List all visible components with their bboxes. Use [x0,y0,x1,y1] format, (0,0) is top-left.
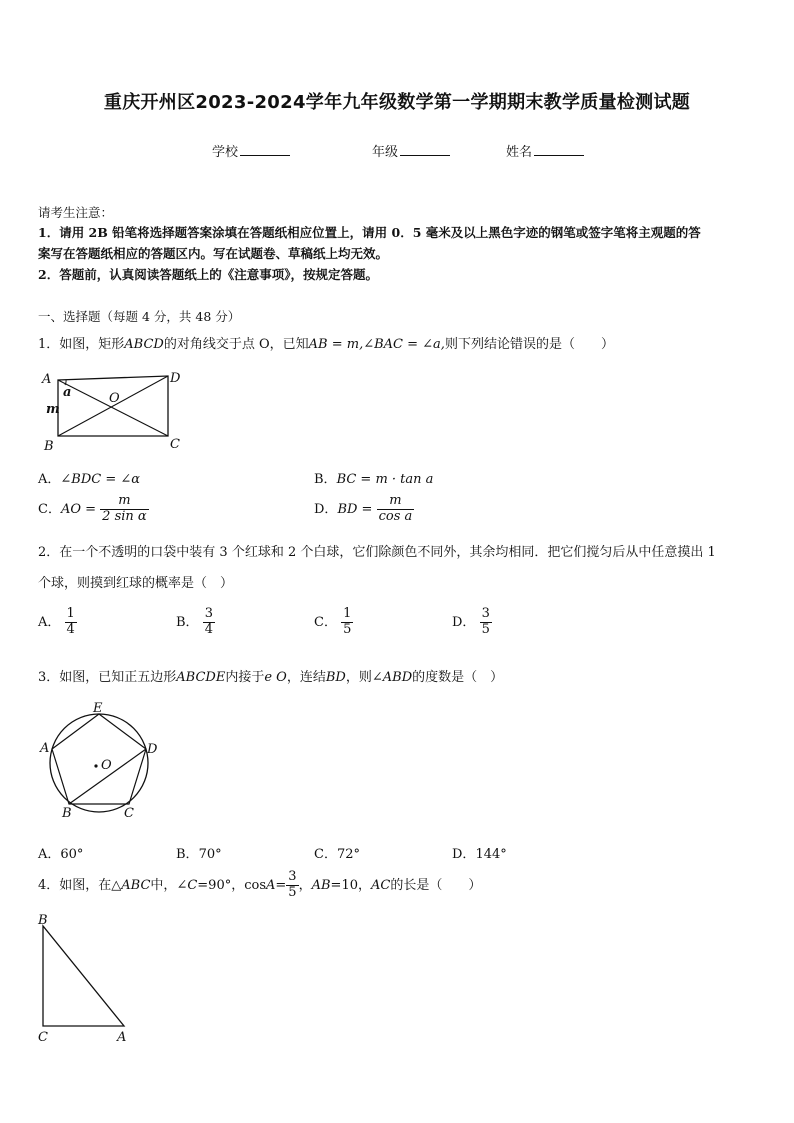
q1-option-c-fraction [100,494,149,525]
q1-option-d-den: cos a [378,508,413,524]
label-b: B [44,439,54,454]
q1-option-c-den: 2 sin α [102,508,147,524]
q2-option-b [176,607,215,638]
label-a: A [40,741,50,756]
q1-option-a-value: ∠BDC = ∠α [60,472,141,487]
q3-number: 3． [38,670,60,685]
q4-triangle-figure [34,912,144,1047]
q1-option-c-num: m [118,493,131,508]
grade-field [372,141,450,160]
q3-option-c-label: C． [314,847,337,862]
notice-heading: 请考生注意： [38,205,114,220]
name-blank [534,143,584,156]
q1-text-a: 如图，矩形 [59,337,125,352]
q4-text-c: =90°，cos [197,878,266,893]
label-d: D [170,371,181,386]
q1-condition: AB = m,∠BAC = ∠a, [308,337,445,352]
q2-option-d-den: 5 [481,621,490,637]
notice-item2: 2．答题前，认真阅读答题纸上的《注意事项》，按规定答题。 [38,267,378,282]
q3-option-b [176,843,222,862]
q3-text-d: ，则 [345,670,372,685]
q1-text-c: 则下列结论错误的是（ ） [444,337,614,352]
q1-text-b: 的对角线交于点 O，已知 [163,337,309,352]
q1-option-d-lhs: BD = [337,501,373,517]
q3-option-d-value: 144° [475,847,507,862]
q2-option-c-num: 1 [343,606,352,621]
q2-option-a-fraction [65,607,77,638]
q1-option-d-label: D． [314,501,338,517]
q1-option-b-label: B． [314,472,337,487]
q4-text-a: 如图，在△ [59,878,122,893]
q1-rectangle-figure [36,364,206,454]
q3-text-e: 的度数是（ ） [412,670,504,685]
q2-option-b-label: B． [176,614,199,630]
q1-option-b [314,468,433,487]
q3-option-b-label: B． [176,847,199,862]
notice-item1-line2: 案写在答题纸相应的答题区内。写在试题卷、草稿纸上均无效。 [38,246,389,261]
grade-label: 年级 [372,145,399,160]
q4-text-e: =10， [330,878,371,893]
q3-option-b-value: 70° [198,847,222,862]
grade-blank [400,143,450,156]
label-m: m [46,402,60,417]
triangle-outline [43,926,124,1026]
q2-stem-line2: 个球，则摸到红球的概率是（ ） [38,576,234,591]
q1-option-a [38,468,140,487]
q3-option-d [452,843,507,862]
name-label: 姓名 [506,145,533,160]
label-alpha: a [63,385,72,400]
q2-option-a [38,607,77,638]
q2-option-a-den: 4 [66,621,75,637]
page-title: 重庆开州区2023-2024学年九年级数学第一学期期末教学质量检测试题 [103,92,691,113]
q1-stem [38,333,614,352]
q4-stem [38,868,481,904]
q3-polygon: ABCDE [176,670,226,685]
q2-option-d [452,607,492,638]
q4-frac-den: 5 [288,885,297,900]
q1-option-d [314,494,414,525]
q1-option-c [38,494,149,525]
q3-text-b: 内接于 [225,670,265,685]
q4-a-var: A [266,878,276,893]
q1-option-a-label: A． [38,472,61,487]
q2-option-a-label: A． [38,614,61,630]
q1-option-b-value: BC = m · tan a [336,472,434,487]
school-blank [240,143,290,156]
q3-option-c [314,843,360,862]
label-b: B [62,806,72,821]
q3-text-a: 如图，已知正五边形 [59,670,177,685]
q2-option-b-den: 4 [204,621,213,637]
q3-option-a-label: A． [38,847,61,862]
q2-option-d-label: D． [452,614,476,630]
q3-option-a [38,843,83,862]
label-c: C [38,1030,48,1045]
q3-option-a-value: 60° [60,847,84,862]
school-label: 学校 [212,145,239,160]
q2-option-c-den: 5 [343,621,352,637]
notice-item1-line1: 1．请用 2B 铅笔将选择题答案涂填在答题纸相应位置上，请用 0．5 毫米及以上黑色字迹的钢笔或签字笔将主观题的答 [38,225,701,240]
q3-bd: BD [325,670,346,685]
q3-option-d-label: D． [452,847,476,862]
q1-number: 1． [38,337,60,352]
q2-option-d-fraction [480,607,492,638]
q2-stem-line1 [38,541,716,560]
q4-angle-c: ∠C [176,878,198,893]
q3-angle: ∠ABD [371,670,413,685]
q3-stem [38,666,503,685]
label-c: C [170,437,180,452]
q2-option-b-num: 3 [204,606,213,621]
label-e: E [93,701,103,716]
q4-ac: AC [370,878,391,893]
label-o: O [101,758,112,773]
q1-option-d-fraction [377,494,415,525]
school-field [212,141,290,160]
q3-pentagon-figure [36,702,166,822]
q1-option-c-label: C． [38,501,61,517]
q1-option-d-num: m [389,493,402,508]
q2-option-c [314,607,353,638]
circumcircle [50,714,148,812]
q1-option-c-lhs: AO = [60,501,97,517]
label-a: A [42,372,52,387]
center-point [94,764,97,767]
q4-eq: = [275,878,287,893]
q2-number: 2． [38,545,60,560]
q4-text-b: 中， [150,878,177,893]
q1-abcd: ABCD [124,337,164,352]
q2-option-c-label: C． [314,614,337,630]
q4-abc: ABC [121,878,151,893]
q4-text-f: 的长是（ ） [390,878,482,893]
q4-text-d: ， [298,878,312,893]
q3-text-c: ，连结 [286,670,326,685]
name-field [506,141,584,160]
label-b: B [38,913,48,928]
q2-option-b-fraction [203,607,215,638]
q4-frac-num: 3 [288,869,297,885]
q4-ab: AB [311,878,331,893]
q2-option-d-num: 3 [481,606,490,621]
q4-fraction [286,870,298,901]
q2-option-c-fraction [341,607,353,638]
label-o: O [109,391,120,406]
q2-option-a-num: 1 [66,606,75,621]
q2-line1: 在一个不透明的口袋中装有 3 个红球和 2 个白球，它们除颜色不同外，其余均相同．把它们搅匀后从中任意摸出 1 [59,545,716,560]
label-d: D [147,742,158,757]
section-heading: 一、选择题（每题 4 分，共 48 分） [38,309,241,324]
q3-circle: e O [264,670,287,685]
q4-number: 4． [38,878,60,893]
q3-option-c-value: 72° [336,847,360,862]
label-c: C [124,806,134,821]
label-a: A [117,1030,127,1045]
